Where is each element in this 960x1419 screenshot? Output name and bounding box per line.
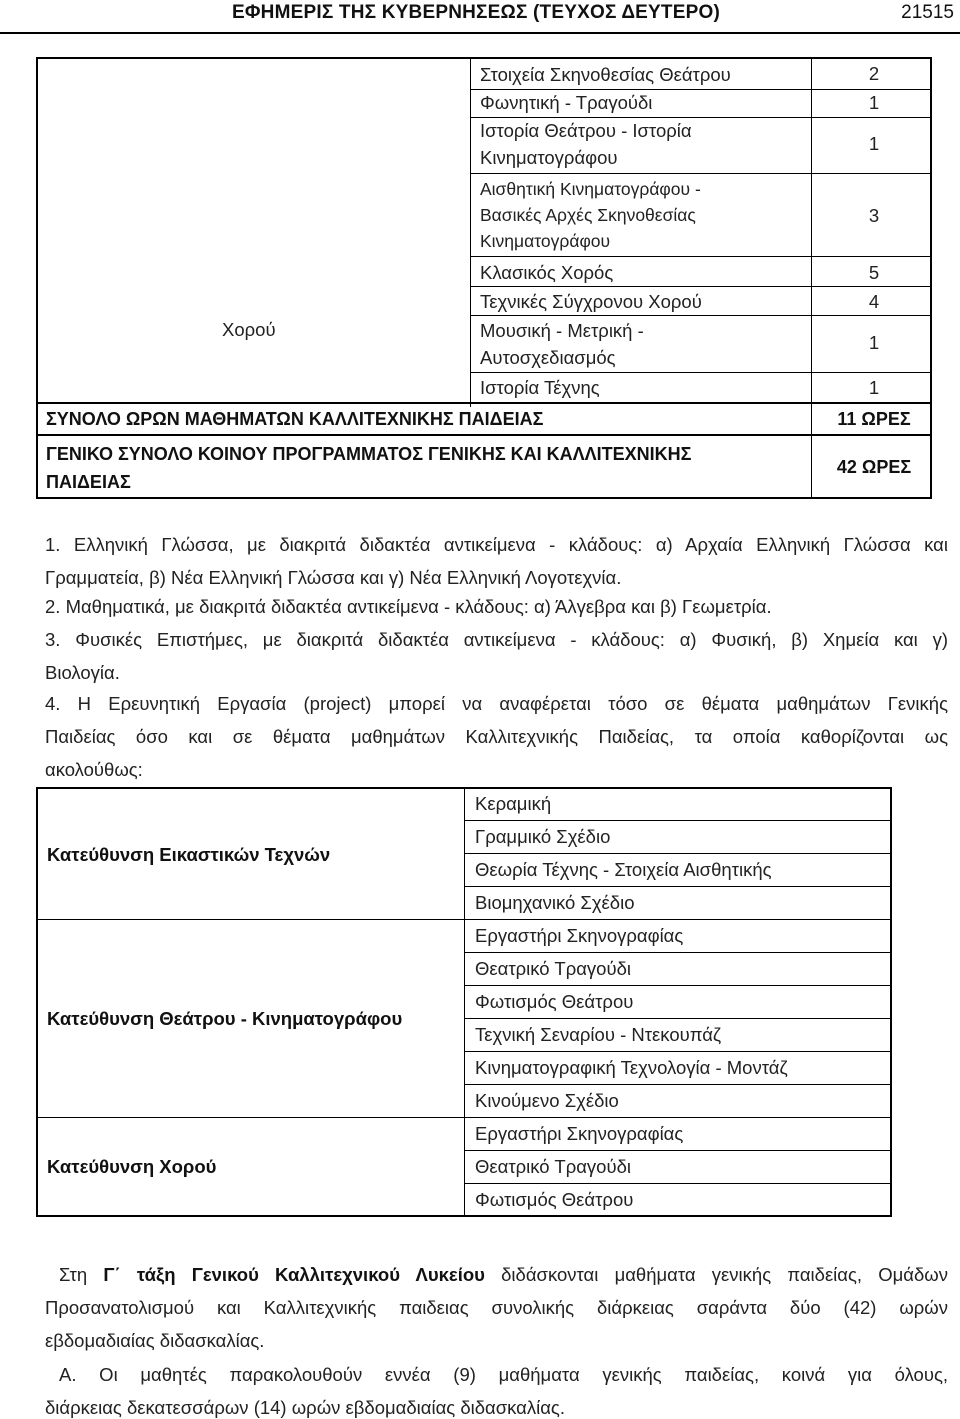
subject-hours: 2 (868, 63, 880, 84)
gazette-header (0, 0, 960, 32)
course-item: Κινούμενο Σχέδιο (475, 1090, 619, 1111)
subject-hours: 1 (868, 133, 880, 154)
subject-name-cont: Κινηματογράφου (480, 231, 611, 251)
subject-hours: 3 (868, 205, 880, 226)
gazette-title: ΕΦΗΜΕΡΙΣ ΤΗΣ ΚΥΒΕΡΝΗΣΕΩΣ (ΤΕΥΧΟΣ ΔΕΥΤΕΡΟ) (232, 2, 720, 23)
subject-name-cont: Αυτοσχεδιασμός (480, 347, 616, 368)
subject-name-cont: Κινηματογράφου (480, 147, 618, 168)
direction-label: Κατεύθυνση Χορού (47, 1156, 217, 1177)
subject-name: Κλασικός Χορός (480, 262, 614, 283)
subject-name: Στοιχεία Σκηνοθεσίας Θεάτρου (480, 64, 731, 85)
subject-name: Τεχνικές Σύγχρονου Χορού (480, 291, 702, 312)
course-item: Εργαστήρι Σκηνογραφίας (475, 1123, 684, 1144)
course-item: Θεατρικό Τραγούδι (475, 958, 631, 979)
course-item: Βιομηχανικό Σχέδιο (475, 892, 635, 913)
subject-name: Ιστορία Θεάτρου - Ιστορία (480, 120, 692, 141)
header-divider (0, 32, 960, 34)
subject-hours: 4 (868, 291, 880, 312)
closing-paragraph-2: Α. Οι μαθητές παρακολουθούν εννέα (9) μαθήματα γενικής παιδείας, κοινά για όλους, διάρκειας δεκατεσσάρων (14) ωρών εβδομαδιαίας διδασκαλίας. (45, 1364, 948, 1418)
note-4: 4. Η Ερευνητική Εργασία (project) μπορεί να αναφέρεται τόσο σε θέματα μαθημάτων Γενικής Παιδείας όσο και σε θέματα μαθημάτων Καλλιτεχνικής Παιδείας, τα οποία καθορίζονται ως ακολούθως: (45, 693, 948, 780)
course-item: Γραμμικό Σχέδιο (475, 826, 611, 847)
subject-name: Μουσική - Μετρική - (480, 320, 644, 341)
grand-total-label-cont: ΠΑΙΔΕΙΑΣ (46, 472, 131, 492)
directions-table (36, 787, 892, 1217)
direction-label: Κατεύθυνση Εικαστικών Τεχνών (47, 844, 331, 865)
course-item: Φωτισμός Θεάτρου (475, 1189, 634, 1210)
grand-total-label: ΓΕΝΙΚΟ ΣΥΝΟΛΟ ΚΟΙΝΟΥ ΠΡΟΓΡΑΜΜΑΤΟΣ ΓΕΝΙΚΗΣ ΚΑΙ ΚΑΛΛΙΤΕΧΝΙΚΗΣ (46, 444, 692, 464)
course-item: Θεωρία Τέχνης - Στοιχεία Αισθητικής (475, 859, 772, 880)
closing-paragraph-1: Στη Γ΄ τάξη Γενικού Καλλιτεχνικού Λυκείου διδάσκονται μαθήματα γενικής παιδείας, Ομάδων Προσανατολισμού και Καλλιτεχνικής παιδειας συνολικής διάρκειας σαράντα δύο (42) ωρών εβδομαδιαίας διδασκαλίας. (45, 1264, 948, 1351)
direction-label: Κατεύθυνση Θεάτρου - Κινηματογράφου (47, 1008, 403, 1029)
note-1: 1. Ελληνική Γλώσσα, με διακριτά διδακτέα αντικείμενα - κλάδους: α) Αρχαία Ελληνική Γλώσσα και Γραμματεία, β) Νέα Ελληνική Γλώσσα και γ) Νέα Ελληνική Λογοτεχνία. (45, 534, 948, 588)
course-item: Φωτισμός Θεάτρου (475, 991, 634, 1012)
grand-total-value: 42 ΩΡΕΣ (836, 457, 912, 477)
subject-name: Αισθητική Κινηματογράφου - (480, 179, 701, 199)
course-item: Κεραμική (475, 793, 552, 814)
subject-hours: 1 (868, 332, 880, 353)
group-label: Χορού (222, 319, 276, 340)
subject-name-cont: Βασικές Αρχές Σκηνοθεσίας (480, 205, 696, 225)
course-item: Τεχνική Σεναρίου - Ντεκουπάζ (475, 1024, 722, 1045)
subject-hours: 1 (868, 92, 880, 113)
note-3: 3. Φυσικές Επιστήμες, με διακριτά διδακτέα αντικείμενα - κλάδους: α) Φυσική, β) Χημεία και γ) Βιολογία. (45, 629, 948, 683)
subject-name: Ιστορία Τέχνης (480, 377, 600, 398)
subject-hours: 5 (868, 262, 880, 283)
subject-name: Φωνητική - Τραγούδι (480, 92, 653, 113)
subject-hours: 1 (868, 377, 880, 398)
hours-table (36, 57, 932, 499)
page-number: 21515 (901, 2, 954, 23)
note-2: 2. Μαθηματικά, με διακριτά διδακτέα αντικείμενα - κλάδους: α) Άλγεβρα και β) Γεωμετρία. (45, 596, 772, 617)
course-item: Κινηματογραφική Τεχνολογία - Μοντάζ (475, 1057, 788, 1078)
course-item: Θεατρικό Τραγούδι (475, 1156, 631, 1177)
course-item: Εργαστήρι Σκηνογραφίας (475, 925, 684, 946)
table-divider (470, 59, 471, 407)
art-total-label: ΣΥΝΟΛΟ ΩΡΩΝ ΜΑΘΗΜΑΤΩΝ ΚΑΛΛΙΤΕΧΝΙΚΗΣ ΠΑΙΔΕΙΑΣ (46, 409, 544, 429)
art-total-value: 11 ΩΡΕΣ (837, 409, 911, 429)
